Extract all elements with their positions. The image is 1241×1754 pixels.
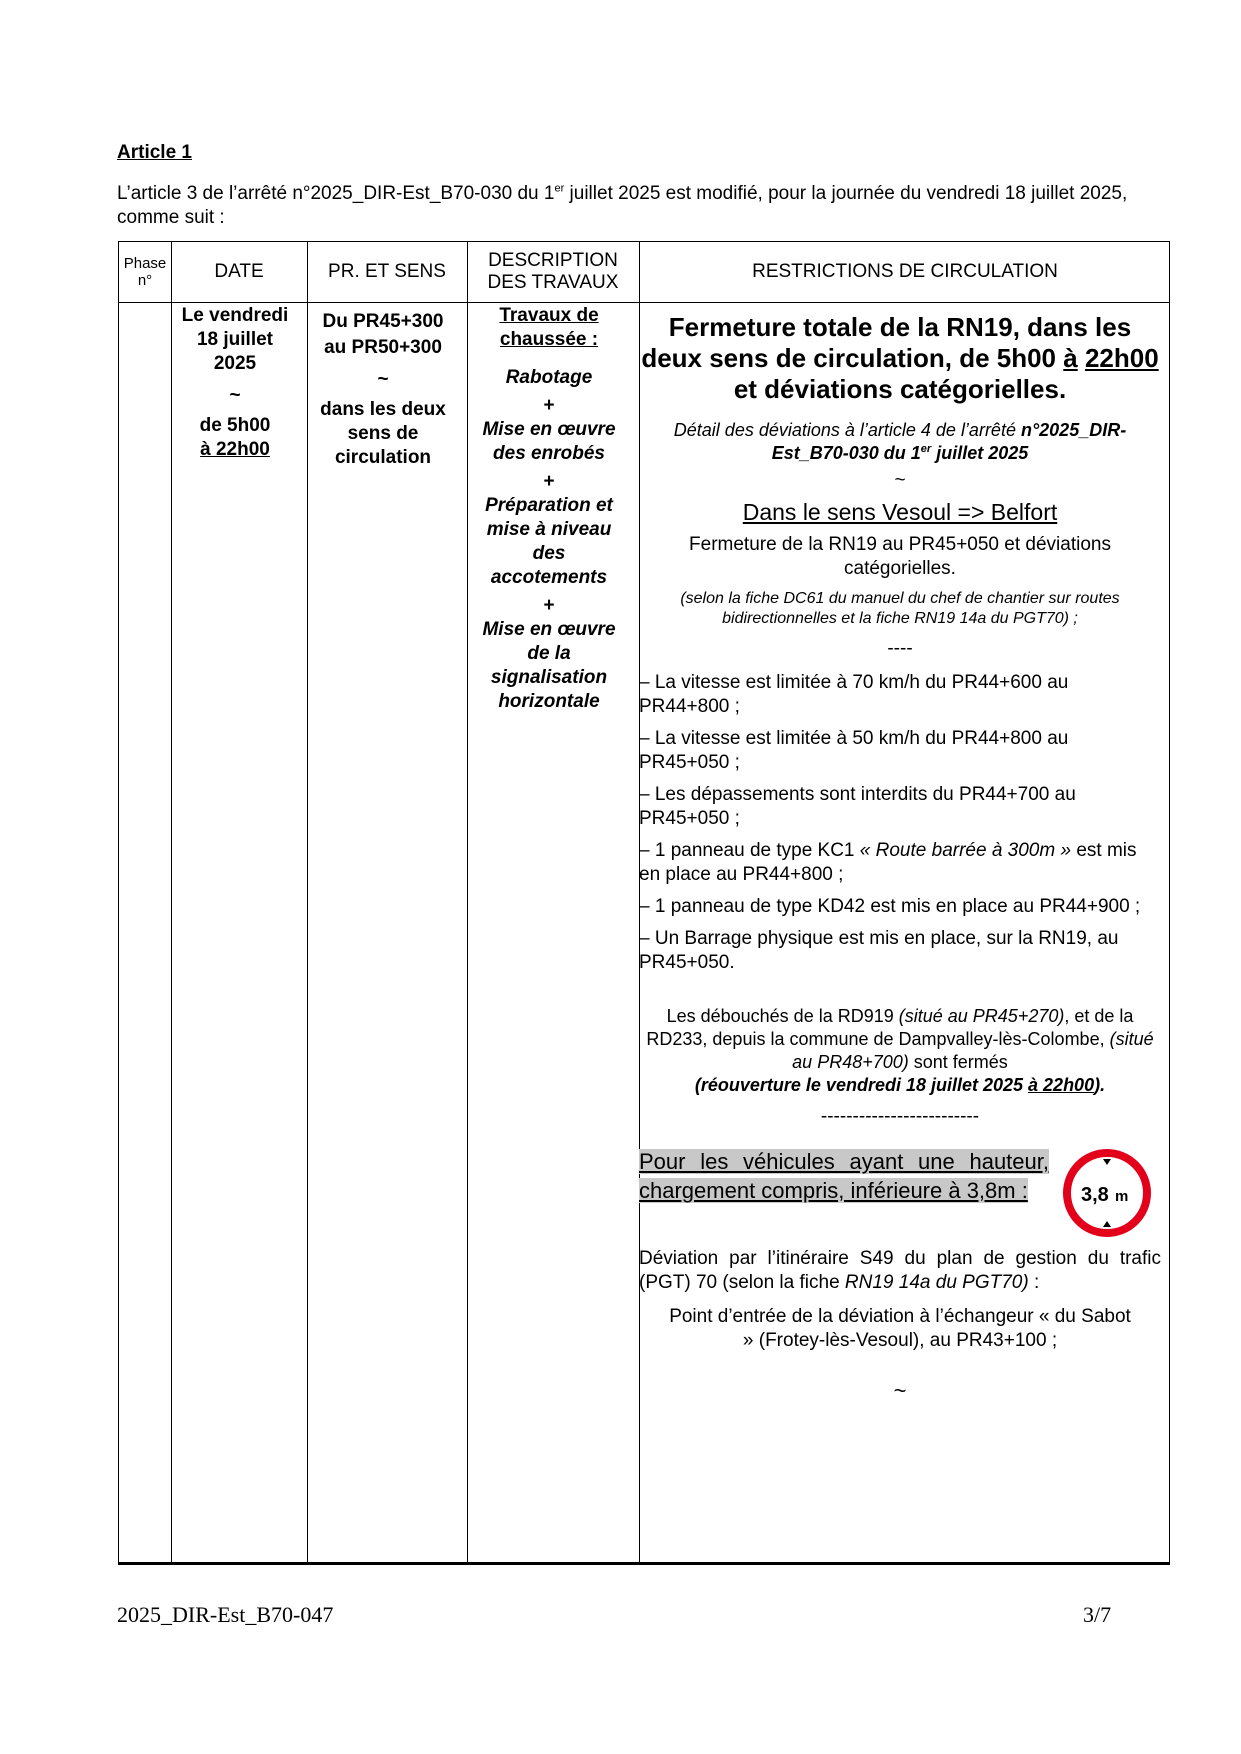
debouches-italic: (situé au PR45+270)	[898, 1006, 1065, 1026]
deviation-paragraph	[639, 1247, 1161, 1295]
desc-item: mise à niveau	[486, 519, 612, 540]
main-closure-time: 22h00	[1084, 343, 1159, 373]
deviation-text: Déviation par l’itinéraire S49 du plan de gestion du trafic (PGT) 70 (selon la fiche	[639, 1248, 1161, 1293]
desc-item: des enrobés	[493, 443, 605, 464]
article-title: Article 1	[117, 142, 192, 163]
debouches-text-2: , et de la RD233, depuis la commune de Dampvalley-lès-Colombe,	[646, 1006, 1134, 1049]
header-phase	[119, 242, 171, 302]
vehicles-heading	[639, 1147, 1049, 1205]
detail-bold: n°2025_DIR-Est_B70-030 du 1	[771, 420, 1127, 463]
document-reference: 2025_DIR-Est_B70-047	[117, 1602, 334, 1627]
date-line: à 22h00	[200, 439, 270, 460]
reouverture-text: (réouverture le vendredi 18 juillet 2025	[694, 1075, 1029, 1095]
desc-heading: Travaux de	[499, 305, 599, 326]
header-desc-line2: DES TRAVAUX	[487, 272, 619, 293]
restriction-item: – Un Barrage physique est mis en place, sur la RN19, au PR45+050.	[639, 928, 1119, 973]
detail-text: Détail des déviations à l’article 4 de l’arrêté	[673, 420, 1021, 440]
vehicles-heading-text: Pour les véhicules ayant une hauteur, chargement compris, inférieure à 3,8m :	[639, 1149, 1049, 1203]
vehicles-block	[639, 1147, 1161, 1241]
date-cell	[167, 304, 303, 462]
header-phase-line1: Phase	[123, 255, 167, 272]
header-divider	[119, 302, 1169, 303]
article-intro	[117, 182, 1137, 230]
main-closure	[639, 312, 1161, 405]
date-line: 18 juillet	[196, 329, 274, 350]
intro-text: L’article 3 de l’arrêté n°2025_DIR-Est_B70-030 du 1	[117, 183, 555, 204]
kc1-text-2: est mis en place au PR44+800 ;	[639, 840, 1137, 885]
header-phase-line2: n°	[137, 272, 153, 289]
date-line: 2025	[213, 353, 257, 374]
desc-item: Préparation et	[485, 495, 613, 516]
date-line: de 5h00	[199, 415, 271, 436]
deviation-text-2: :	[1028, 1272, 1040, 1293]
pr-line: circulation	[334, 447, 432, 468]
desc-item: Mise en œuvre	[482, 619, 616, 640]
detail-sup: er	[920, 443, 932, 455]
restriction-item: – La vitesse est limitée à 50 km/h du PR44+800 au PR45+050 ;	[639, 728, 1069, 773]
detail-bold-2: juillet 2025	[931, 443, 1029, 463]
direction-heading: Dans le sens Vesoul => Belfort	[742, 499, 1058, 525]
tilde-separator-2: ~	[893, 1378, 907, 1403]
page-number: 3/7	[1083, 1602, 1112, 1627]
date-line: Le vendredi	[181, 305, 289, 326]
header-date: DATE	[214, 261, 264, 282]
desc-plus: +	[543, 395, 555, 416]
fiche-reference: (selon la fiche DC61 du manuel du chef de chantier sur routes bidirectionnelles et la fiche RN19 14a du PGT70) ;	[680, 590, 1120, 627]
desc-item: signalisation	[490, 667, 608, 688]
pr-cell	[303, 310, 463, 470]
short-dashes: ----	[887, 638, 913, 659]
tilde-separator: ~	[894, 470, 906, 491]
pr-line: sens de	[347, 423, 419, 444]
sign-label: 3,8	[1081, 1184, 1109, 1206]
header-description	[467, 242, 639, 302]
restrictions-cell	[639, 312, 1161, 1403]
desc-plus: +	[543, 595, 555, 616]
desc-item: des	[532, 543, 566, 564]
closure-line: catégorielles.	[844, 558, 956, 579]
long-dashes: -------------------------	[820, 1106, 980, 1127]
restriction-item: – Les dépassements sont interdits du PR44+700 au PR45+050 ;	[639, 784, 1076, 829]
desc-heading: chaussée :	[499, 329, 599, 350]
pr-line: au PR50+300	[324, 337, 442, 358]
pr-line: dans les deux	[320, 399, 446, 420]
restriction-item: – 1 panneau de type KD42 est mis en place au PR44+900 ;	[639, 896, 1141, 917]
desc-item: Mise en œuvre	[482, 419, 616, 440]
main-closure-text-2: et déviations catégorielles.	[733, 374, 1067, 404]
reouverture-time: à 22h00	[1028, 1075, 1095, 1095]
detail-reference	[639, 419, 1161, 465]
works-table	[118, 241, 1170, 1565]
header-pr: PR. ET SENS	[328, 261, 446, 282]
deviation-italic: RN19 14a du PGT70)	[844, 1272, 1029, 1293]
height-limit-sign-icon	[1063, 1149, 1151, 1244]
debouches-text-3: sont fermés	[908, 1052, 1008, 1072]
kc1-italic: « Route barrée à 300m »	[859, 840, 1072, 861]
desc-item: accotements	[490, 567, 608, 588]
sign-unit: m	[1115, 1188, 1129, 1205]
debouches-italic-2: (situé au PR48+700)	[792, 1029, 1154, 1072]
desc-plus: +	[543, 471, 555, 492]
restriction-item: – La vitesse est limitée à 70 km/h du PR44+600 au PR44+800 ;	[639, 672, 1069, 717]
date-tilde: ~	[229, 385, 241, 406]
intro-sup: er	[554, 182, 565, 195]
entry-point: Point d’entrée de la déviation à l’échangeur « du Sabot » (Frotey-lès-Vesoul), au PR43+100 ;	[669, 1306, 1131, 1351]
desc-item: de la	[527, 643, 571, 664]
main-closure-a: à	[1063, 343, 1078, 373]
main-closure-text: Fermeture totale de la RN19, dans les deux sens de circulation, de 5h00	[641, 312, 1132, 373]
debouches-text: Les débouchés de la RD919	[666, 1006, 899, 1026]
header-restrictions: RESTRICTIONS DE CIRCULATION	[752, 261, 1058, 282]
header-desc-line1: DESCRIPTION	[488, 250, 618, 271]
reouverture	[695, 1075, 1105, 1095]
restriction-item	[639, 839, 1161, 887]
debouches-paragraph	[639, 1005, 1161, 1097]
pr-line: Du PR45+300	[322, 311, 444, 332]
intro-text-2: juillet 2025 est modifié, pour la journée du vendredi 18 juillet 2025, comme suit :	[117, 183, 1128, 228]
kc1-text: – 1 panneau de type KC1	[639, 840, 860, 861]
closure-line: Fermeture de la RN19 au PR45+050 et déviations	[689, 534, 1111, 555]
reouverture-text-2: ).	[1094, 1075, 1106, 1095]
pr-tilde: ~	[377, 369, 389, 390]
desc-item: horizontale	[498, 691, 600, 712]
description-cell	[463, 304, 635, 714]
desc-item: Rabotage	[505, 367, 593, 388]
